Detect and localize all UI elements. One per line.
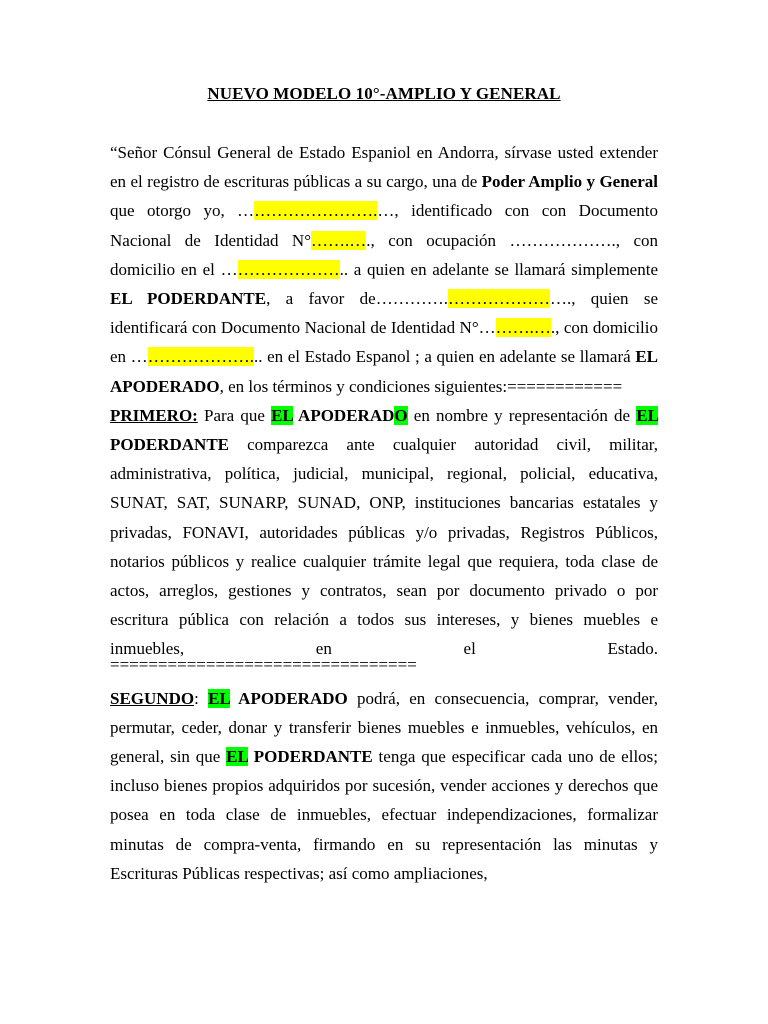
el-highlight: EL bbox=[208, 688, 230, 708]
blank-field-apoderado-name: ……………… bbox=[447, 289, 550, 309]
clause-label-primero: PRIMERO: bbox=[110, 405, 198, 425]
blank-field-apoderado-domicilio: ………………. bbox=[147, 347, 254, 367]
clause-segundo bbox=[110, 684, 658, 888]
blank-field-domicilio: ……………… bbox=[237, 259, 340, 279]
document-title: NUEVO MODELO 10°-AMPLIO Y GENERAL bbox=[207, 84, 561, 103]
apoderado-term: APODERADO bbox=[229, 688, 348, 708]
apoderado-term: APODERAD bbox=[292, 405, 395, 425]
el-highlight: EL bbox=[226, 747, 248, 767]
clause-text: en nombre y representación de bbox=[407, 405, 637, 425]
blank-field-apoderado-dni: …….… bbox=[495, 318, 551, 338]
poderdante-term: PODERDANTE bbox=[110, 435, 230, 455]
clause-label-segundo: SEGUNDO bbox=[110, 688, 195, 708]
intro-text: ., con ocupación ………………., con domicilio en el … bbox=[110, 230, 658, 279]
intro-text: .. en el Estado Espanol ; a quien en adelante se llamará bbox=[253, 347, 636, 367]
intro-text: , a favor de…………. bbox=[266, 289, 448, 309]
intro-text: , en los términos y condiciones siguientes:============ bbox=[219, 376, 623, 396]
clause-text: : bbox=[194, 688, 209, 708]
intro-text: “Señor Cónsul General de Estado Espaniol en Andorra, sírvase usted extender en el registro de escrituras públicas a su cargo, una de bbox=[110, 143, 658, 192]
blank-field-name: …………………. bbox=[254, 201, 378, 221]
intro-paragraph bbox=[110, 138, 658, 401]
el-apoderado-term: EL APODERADO bbox=[110, 347, 658, 396]
clause-text: tenga que especificar cada uno de ellos; incluso bienes propios adquiridos por sucesión, vender acciones y derechos que posea en toda clase de inmuebles, efectuar independizaciones, formalizar minutas de compra-venta, firmando en su representación las minutas y Escrituras Públicas respectivas; así como ampliaciones, bbox=[110, 747, 659, 883]
poder-amplio-label: Poder Amplio y General bbox=[481, 172, 658, 192]
intro-text: que otorgo yo, … bbox=[110, 201, 255, 221]
intro-text: .. a quien en adelante se llamará simplemente bbox=[339, 259, 658, 279]
intro-text: …., quien se identificará con Documento Nacional de Identidad N°… bbox=[110, 289, 658, 338]
el-highlight: EL bbox=[636, 405, 658, 425]
clause-text: podrá, en consecuencia, comprar, vender, permutar, ceder, donar y transferir bienes muebles e inmuebles, vehículos, en general, sin que bbox=[110, 688, 658, 767]
el-poderdante-term: EL PODERDANTE bbox=[110, 289, 267, 309]
intro-text: …, identificado con con Documento Nacional de Identidad N° bbox=[110, 201, 658, 250]
el-highlight: EL bbox=[271, 405, 293, 425]
poderdante-term: PODERDANTE bbox=[247, 747, 373, 767]
clause-text: Para que bbox=[197, 405, 272, 425]
clause-text: comparezca ante cualquier autoridad civil, militar, administrativa, política, judicial, municipal, regional, policial, educativa, SUNAT, SAT, SUNARP, SUNAD, ONP, instituciones bancarias estatales y privadas, FONAVI, autoridades públicas y/o privadas, Registros Públicos, notarios públicos y realice cualquier trámite legal que requiera, toda clase de actos, arreglos, gestiones y contratos, sean por documento privado o por escritura pública con relación a todos sus intereses, y bienes muebles e inmuebles, en el Estado. bbox=[110, 435, 658, 659]
blank-field-dni: …….… bbox=[311, 230, 367, 250]
equals-separator: ================================ bbox=[110, 654, 417, 674]
apoderado-o-highlight: O bbox=[394, 405, 408, 425]
clause-primero bbox=[110, 401, 658, 664]
intro-text: ., con domicilio en … bbox=[110, 318, 658, 367]
